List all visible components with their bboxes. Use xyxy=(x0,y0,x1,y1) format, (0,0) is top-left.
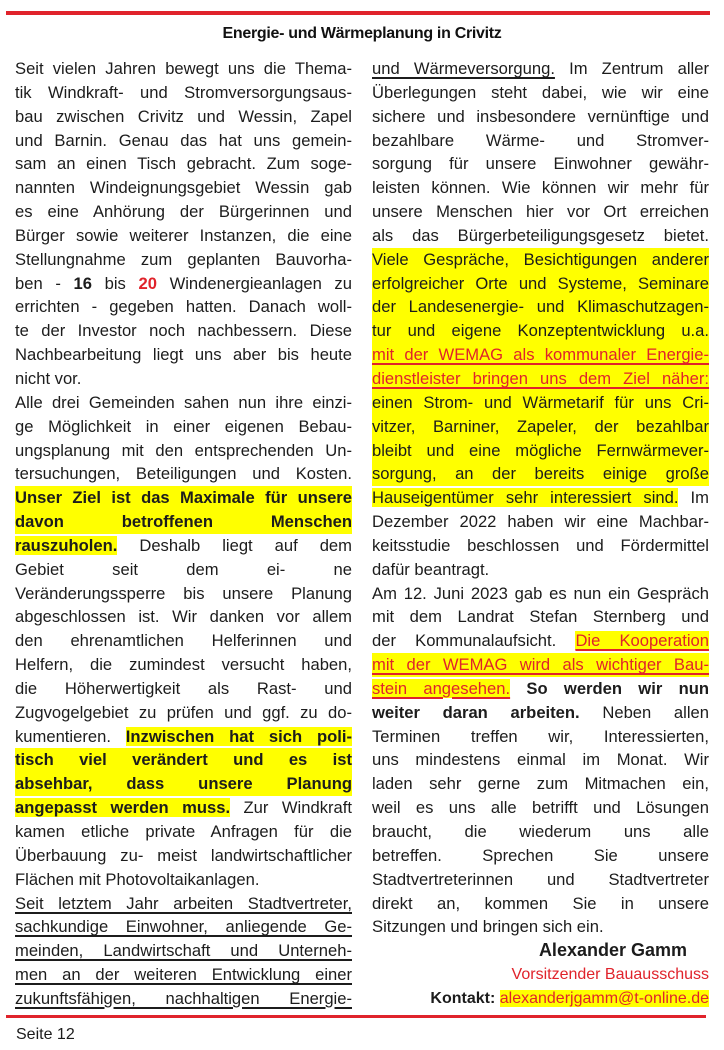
text-line: nannten Windeignungsgebiet Wessin gab xyxy=(15,178,352,198)
text-line xyxy=(15,796,352,820)
highlighted-red-line: dienstleister bringen uns dem Ziel näher: xyxy=(372,367,709,391)
text-line: tik Windkraft- und Stromversorgungsaus- xyxy=(15,82,352,102)
highlighted-red-span: stein angesehen. xyxy=(372,678,511,698)
highlighted-line: Viele Gespräche, Besichtigungen anderer xyxy=(372,248,709,272)
highlighted-line: tur und eigene Konzeptentwicklung u.a. xyxy=(372,319,709,343)
text-line: ungsplanung mit den entsprechenden Un- xyxy=(15,440,352,460)
highlighted-line: sorgung, an der bereits einige große xyxy=(372,462,709,486)
text-line: Seit vielen Jahren bewegt uns die Thema- xyxy=(15,59,352,78)
text-line: bezahlbare Wärme- und Stromver- xyxy=(372,130,709,150)
highlighted-line: bleibt und eine mögliche Fernwärmever- xyxy=(372,439,709,463)
highlighted-line: einen Strom- und Wärmetarif für uns Cri- xyxy=(372,391,709,415)
text-line: nicht vor. xyxy=(15,368,82,388)
text-line xyxy=(372,486,709,510)
text-line xyxy=(15,725,352,749)
text-line: sorgung für unsere Einwohner gewähr- xyxy=(372,154,709,174)
highlighted-line: tisch viel verändert und es ist xyxy=(15,748,352,772)
text-line: bau zwischen Crivitz und Wessin, Zapel xyxy=(15,106,352,126)
number-20: 20 xyxy=(138,273,157,293)
highlighted-span: rauszuholen. xyxy=(15,535,118,555)
text-span: Im Zentrum aller xyxy=(569,59,709,78)
text-line: Stadtvertreterinnen und Stadtvertreter xyxy=(372,869,709,889)
article-title: Energie- und Wärmeplanung in Crivitz xyxy=(222,25,502,42)
text-line: Überlegungen steht dabei, wie wir eine xyxy=(372,82,709,102)
underlined-line: men an der weiteren Entwicklung einer xyxy=(15,965,352,985)
text-line xyxy=(372,57,709,81)
text-line: Dezember 2022 haben wir eine Machbar- xyxy=(372,512,709,532)
top-red-rule xyxy=(6,11,710,15)
text-span: Zur Windkraft xyxy=(243,798,352,818)
text-line: Bürger sowie weiterer Instanzen, die eine xyxy=(15,225,352,245)
underlined-line: meinden, Landwirtschaft und Unterneh- xyxy=(15,941,352,961)
number-16: 16 xyxy=(73,273,92,293)
text-line: dafür beantragt. xyxy=(372,559,490,579)
text-line: unsere Menschen hier vor Ort erreichen xyxy=(372,202,709,222)
contact-line xyxy=(372,987,709,1011)
text-line: Am 12. Juni 2023 gab es nun ein Gespräch xyxy=(372,583,709,603)
underlined-line: zukunftsfähigen, nachhaltigen Energie- xyxy=(15,988,352,1008)
bottom-red-rule xyxy=(6,1015,706,1018)
text-span: Deshalb liegt auf dem xyxy=(139,535,352,555)
text-line: te der Investor noch nachbessern. Diese xyxy=(15,321,352,341)
underlined-span: Seit letztem Jahr arbeiten Stadtvertreter, xyxy=(15,893,352,913)
text-line: keitsstudie beschlossen und Fördermittel xyxy=(372,535,709,555)
contact-label: Kontakt: xyxy=(430,989,496,1007)
text-line: Veränderungssperre bis unsere Planung xyxy=(15,583,352,603)
text-line: direkt an, kommen Sie in unsere xyxy=(372,893,709,913)
text-span: Im xyxy=(690,488,709,508)
text-span: der Kommunalaufsicht. xyxy=(372,631,557,651)
highlighted-line: Unser Ziel ist das Maximale für unsere xyxy=(15,486,352,510)
highlighted-line: der Landesenergie- und Klimaschutzagen- xyxy=(372,295,709,319)
text-line xyxy=(372,629,709,653)
bold-span: So werden wir nun xyxy=(526,678,709,698)
highlighted-red-line: mit der WEMAG als kommunaler Energie- xyxy=(372,343,709,367)
text-line: die Höherwertigkeit als Rast- und xyxy=(15,678,352,698)
text-line: mit dem Landrat Stefan Sternberg und xyxy=(372,607,709,627)
text-line: es eine Anhörung der Bürgerinnen und xyxy=(15,202,352,222)
text-line: abgeschlossen ist. Wir danken vor allem xyxy=(15,607,352,627)
text-line: Terminen treffen wir, Interessierten, xyxy=(372,726,709,746)
text-line xyxy=(372,677,709,701)
text-line: leisten können. Wie können wir mehr für xyxy=(372,178,709,198)
highlighted-line: vitzer, Barniner, Zapeler, der bezahlbar xyxy=(372,415,709,439)
underlined-line xyxy=(15,892,352,916)
text-line: als das Bürgerbeteiligungsgesetz bietet. xyxy=(372,225,709,245)
highlighted-line: davon betroffenen Menschen xyxy=(15,510,352,534)
text-line xyxy=(15,272,352,296)
text-span: bis xyxy=(104,273,126,293)
text-line: tersuchungen, Beteiligungen und Kosten. xyxy=(15,464,352,484)
text-line: laden sehr gerne zum Mitmachen ein, xyxy=(372,774,709,794)
text-span: ben - xyxy=(15,273,61,293)
text-line: und Barnin. Genau das hat uns gemein- xyxy=(15,130,352,150)
highlighted-red-line: mit der WEMAG wird als wichtiger Bau- xyxy=(372,653,709,677)
highlighted-span: angepasst werden muss. xyxy=(15,798,231,818)
text-line: betreffen. Sprechen Sie unsere xyxy=(372,845,709,865)
right-column xyxy=(372,57,709,1011)
text-line: uns mindestens einmal im Monat. Wir xyxy=(372,750,709,770)
author-role: Vorsitzender Bauausschuss xyxy=(511,966,709,984)
text-line: ge Möglichkeit in einer eigenen Bebau- xyxy=(15,416,352,436)
text-line: sichere und insbesondere vernünftige und xyxy=(372,106,709,126)
text-line: Zugvogelgebiet zu prüfen und ggf. zu do- xyxy=(15,702,352,722)
text-line xyxy=(15,534,352,558)
contact-email-link[interactable]: alexanderjgamm@t-online.de xyxy=(499,989,709,1007)
text-span: kumentieren. xyxy=(15,726,111,746)
text-line: errichten - gegeben hatten. Danach woll- xyxy=(15,297,352,317)
page-number: Seite 12 xyxy=(16,1026,75,1043)
highlighted-span: Hauseigentümer sehr interessiert sind. xyxy=(372,488,679,508)
text-line: Sitzungen und bringen sich ein. xyxy=(372,917,604,937)
text-line: Überbauung zu- meist landwirtschaftlicher xyxy=(15,845,352,865)
text-line: Flächen mit Photovoltaikanlagen. xyxy=(15,869,260,889)
author-name: Alexander Gamm xyxy=(538,940,687,961)
highlighted-line: erfolgreicher Orte und Systeme, Seminare xyxy=(372,272,709,296)
highlighted-red-span: Die Kooperation xyxy=(575,631,709,651)
text-line: Gebiet seit dem ei- ne xyxy=(15,559,352,579)
text-line: sam an einen Tisch gebracht. Zum soge- xyxy=(15,154,352,174)
highlighted-line: absehbar, dass unsere Planung xyxy=(15,772,352,796)
underlined-span: und Wärmeversorgung. xyxy=(372,59,555,78)
text-line: den ehrenamtlichen Helferinnen und xyxy=(15,631,352,651)
text-line: weil es uns alle betrifft und Lösungen xyxy=(372,798,709,818)
text-line: Alle drei Gemeinden sahen nun ihre einzi- xyxy=(15,392,352,412)
highlighted-span: Inzwischen hat sich poli- xyxy=(125,726,352,746)
text-line: Helfern, die zumindest versucht haben, xyxy=(15,655,352,675)
text-line xyxy=(372,701,709,725)
text-line: Nachbearbeitung liegt uns aber bis heute xyxy=(15,345,352,365)
text-line: Stellungnahme zum geplanten Bauvorha- xyxy=(15,249,352,269)
left-column xyxy=(15,57,352,1011)
text-line: kamen etliche private Anfragen für die xyxy=(15,822,352,841)
text-line: braucht, die wiederum uns alle xyxy=(372,822,709,841)
underlined-line: sachkundige Einwohner, anliegende Ge- xyxy=(15,917,352,937)
bold-span: weiter daran arbeiten. xyxy=(372,702,580,722)
text-span: Neben allen xyxy=(602,702,709,722)
text-span: Windenergieanlagen zu xyxy=(169,273,352,293)
